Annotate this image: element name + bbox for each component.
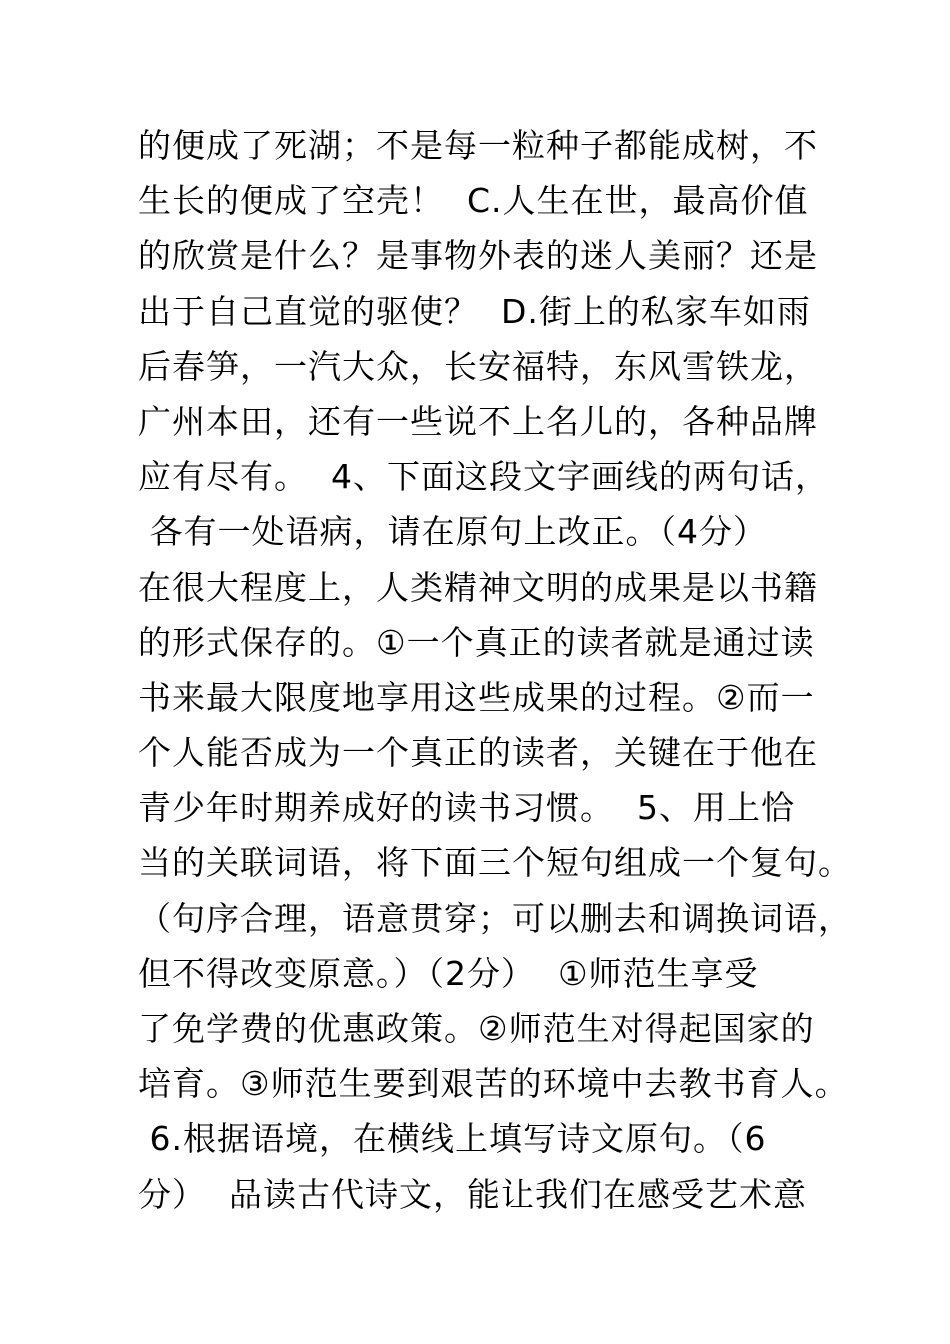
text-line-12: 个人能否成为一个真正的读者，关键在于他在 — [138, 733, 818, 773]
body-text — [138, 118, 852, 1222]
text-line-8: 各有一处语病，请在原句上改正。（4分） — [138, 512, 767, 552]
text-line-9: 在很大程度上，人类精神文明的成果是以书籍 — [138, 567, 818, 607]
text-line-6: 广州本田，还有一些说不上名儿的，各种品牌 — [138, 401, 818, 441]
text-line-5: 后春笋，一汽大众，长安福特，东风雪铁龙， — [138, 346, 818, 386]
text-line-2: 生长的便成了空壳！ C.人生在世，最高价值 — [138, 181, 809, 221]
text-line-20: 分） 品读古代诗文，能让我们在感受艺术意 — [138, 1174, 807, 1214]
text-line-11: 书来最大限度地享用这些成果的过程。②而一 — [138, 677, 815, 717]
text-line-10: 的形式保存的。①一个真正的读者就是通过读 — [138, 622, 815, 662]
text-line-18: 培育。③师范生要到艰苦的环境中去教书育人。 — [138, 1064, 849, 1104]
text-line-13: 青少年时期养成好的读书习惯。 5、用上恰 — [138, 788, 795, 828]
text-line-7: 应有尽有。 4、下面这段文字画线的两句话， — [138, 457, 829, 497]
text-line-14: 当的关联词语，将下面三个短句组成一个复句。 — [138, 843, 852, 883]
text-line-16: 但不得改变原意。）（2分） ①师范生享受 — [138, 953, 759, 993]
text-line-17: 了免学费的优惠政策。②师范生对得起国家的 — [138, 1009, 815, 1048]
text-line-4: 出于自己直觉的驱使？ D.街上的私家车如雨 — [138, 291, 811, 331]
text-line-19: 6.根据语境，在横线上填写诗文原句。（6 — [138, 1119, 767, 1159]
text-line-3: 的欣赏是什么？是事物外表的迷人美丽？还是 — [138, 236, 818, 276]
text-line-15: （句序合理，语意贯穿；可以删去和调换词语， — [138, 898, 852, 938]
text-line-1: 的便成了死湖；不是每一粒种子都能成树，不 — [138, 126, 818, 165]
